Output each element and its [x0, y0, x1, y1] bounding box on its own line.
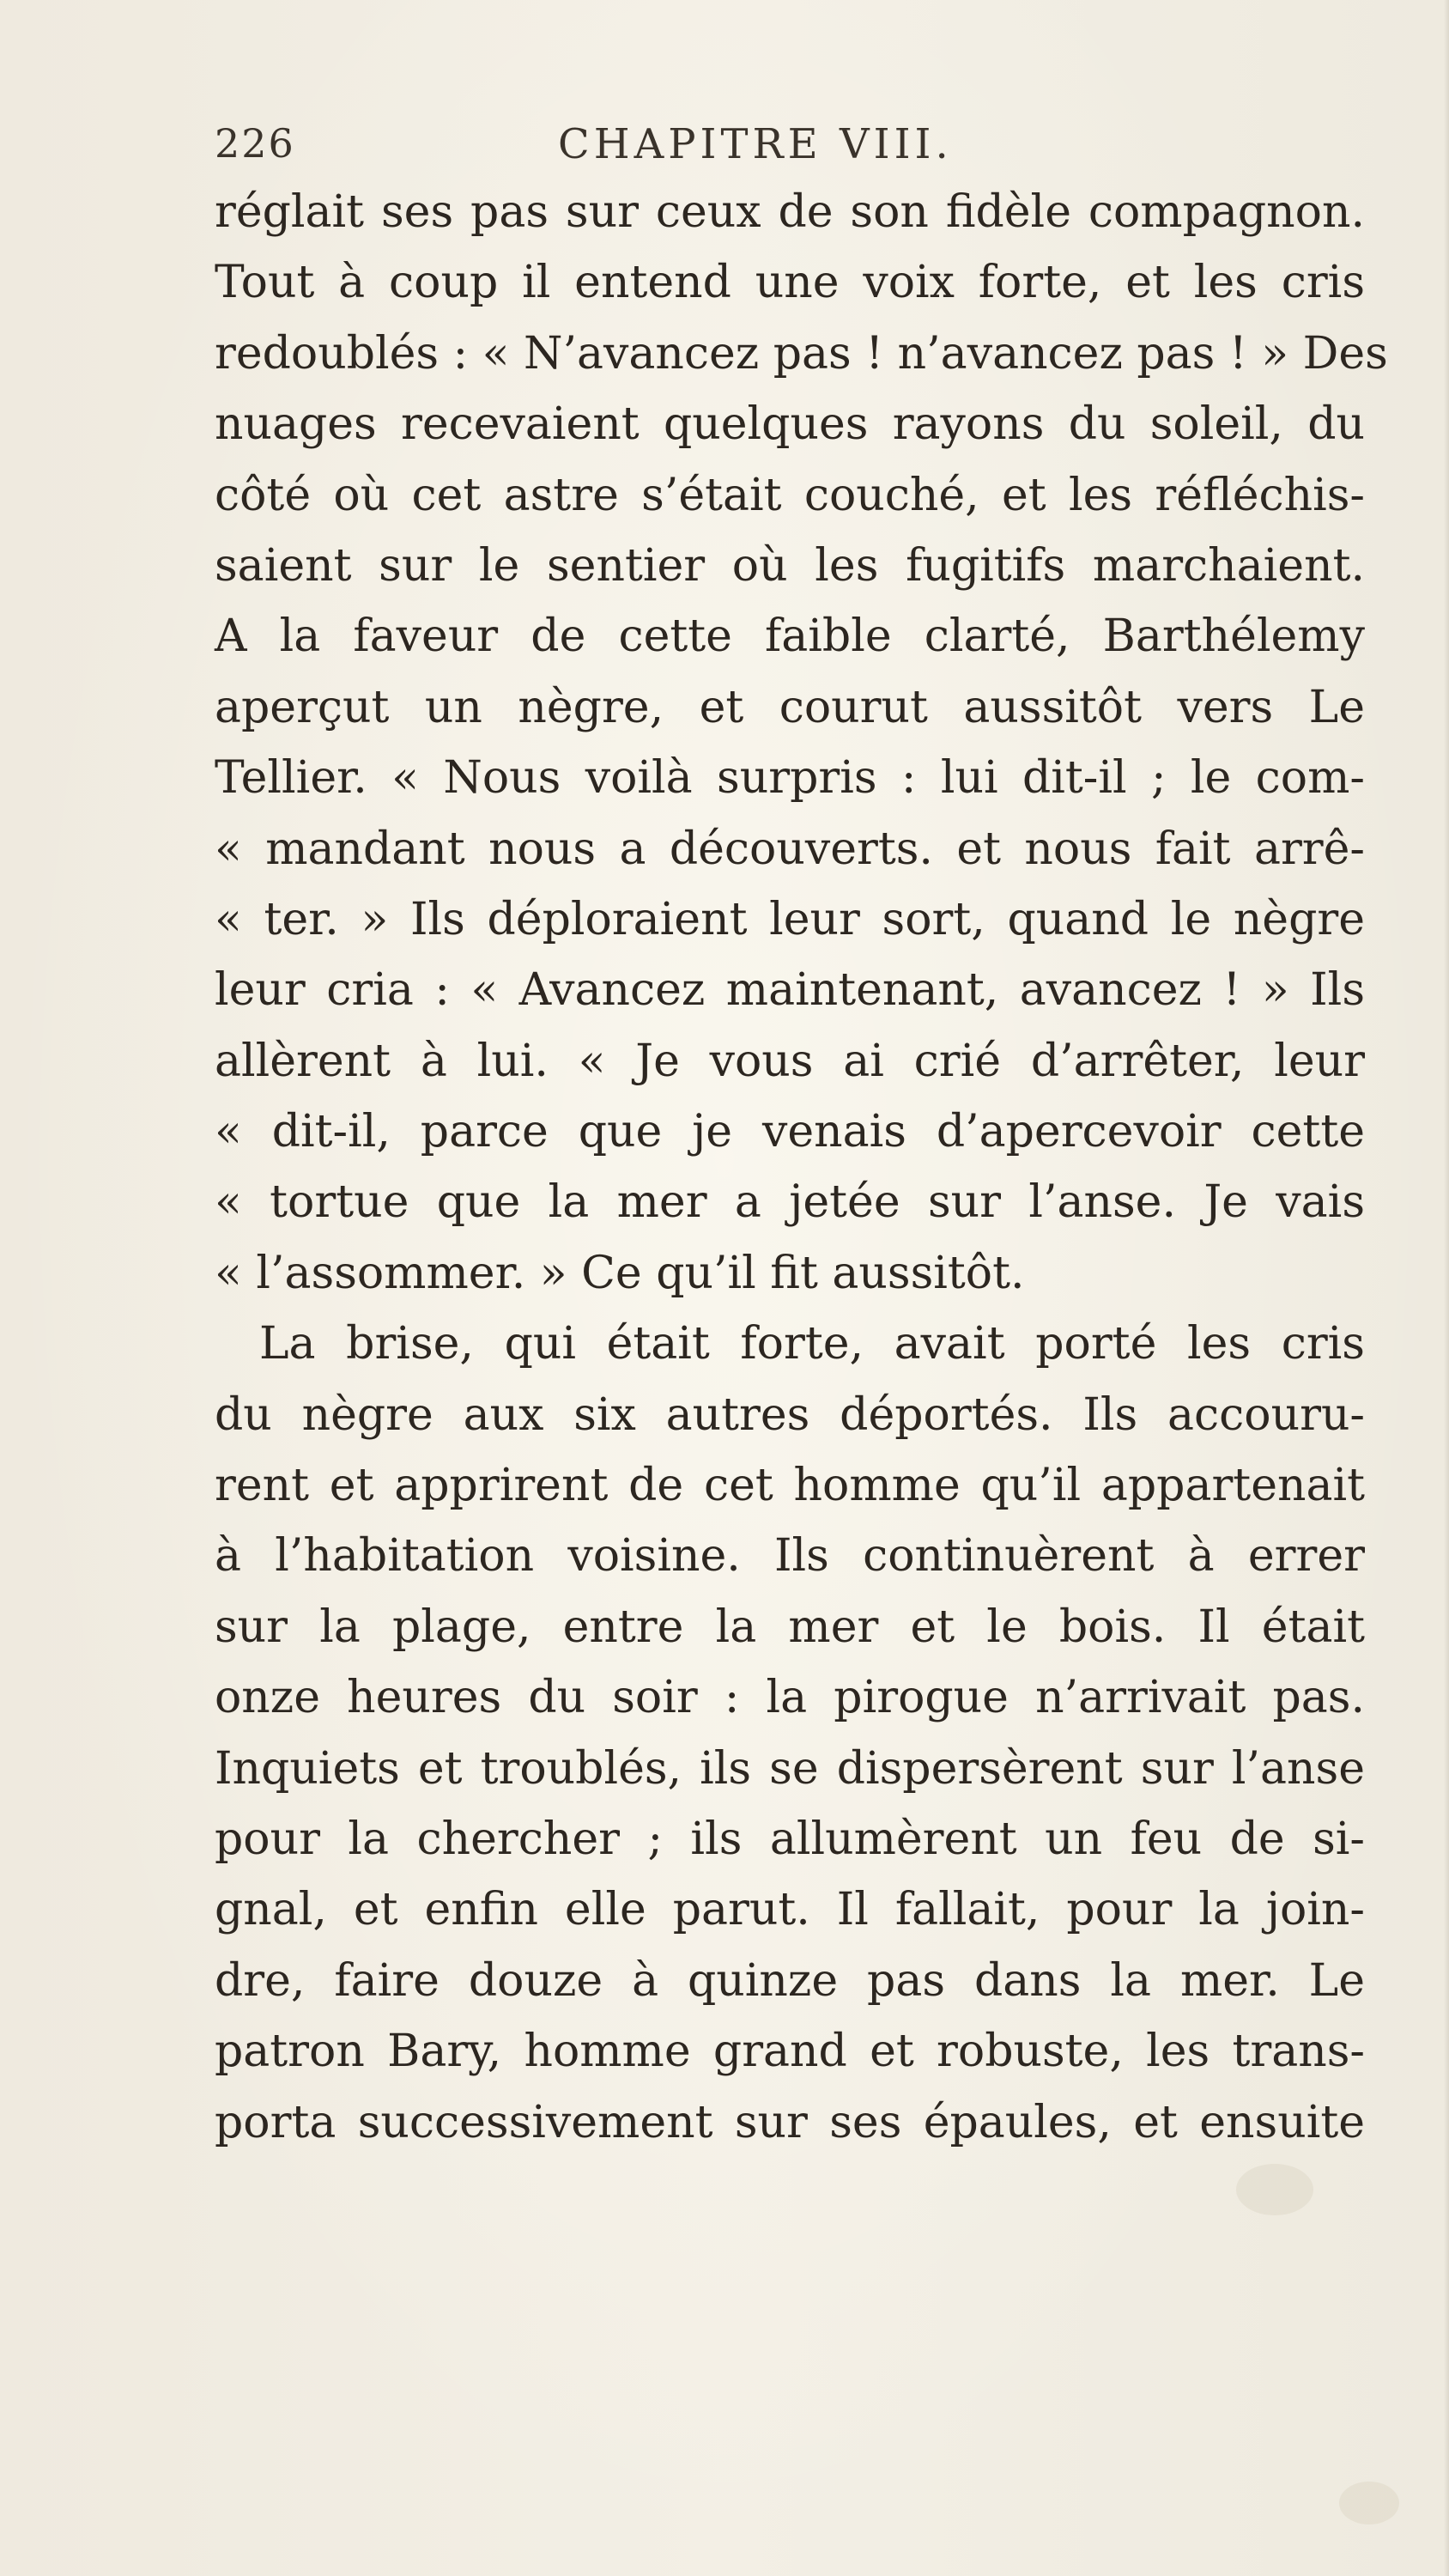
text-line: « ter. » Ils déploraient leur sort, quand le nègre	[215, 893, 1365, 945]
body-text	[215, 177, 1388, 2158]
text-line: gnal, et enfin elle parut. Il fallait, pour la join-	[215, 1884, 1365, 1936]
text-line: « tortue que la mer a jetée sur l’anse. Je vais	[215, 1176, 1365, 1229]
text-line: Tellier. « Nous voilà surpris : lui dit-il ; le com-	[215, 752, 1365, 805]
text-line: nuages recevaient quelques rayons du soleil, du	[215, 398, 1365, 451]
text-line: aperçut un nègre, et courut aussitôt vers Le	[215, 681, 1365, 733]
text-line: « dit-il, parce que je venais d’apercevoir cette	[215, 1106, 1365, 1158]
text-line: rent et apprirent de cet homme qu’il appartenait	[215, 1460, 1365, 1512]
paper-stain	[1236, 2164, 1313, 2215]
text-line: côté où cet astre s’était couché, et les réfléchis-	[215, 469, 1365, 521]
text-line: « mandant nous a découverts. et nous fait arrê-	[215, 823, 1365, 875]
text-line: allèrent à lui. « Je vous ai crié d’arrêter, leur	[215, 1035, 1365, 1087]
text-line: patron Bary, homme grand et robuste, les trans-	[215, 2026, 1365, 2078]
paper-stain	[1339, 2482, 1399, 2524]
text-line: réglait ses pas sur ceux de son fidèle compagnon.	[215, 186, 1365, 238]
running-title: CHAPITRE VIII.	[558, 120, 953, 168]
text-line: pour la chercher ; ils allumèrent un feu de si-	[215, 1813, 1365, 1865]
text-line: « l’assommer. » Ce qu’il fit aussitôt.	[215, 1247, 1025, 1299]
page-edge-shadow	[1444, 0, 1449, 2576]
page-header	[215, 120, 1245, 180]
text-line: du nègre aux six autres déportés. Ils accouru-	[215, 1388, 1365, 1441]
text-line: sur la plage, entre la mer et le bois. Il était	[215, 1601, 1365, 1653]
text-line: A la faveur de cette faible clarté, Barthélemy	[215, 611, 1365, 663]
text-line: saient sur le sentier où les fugitifs marchaient.	[215, 539, 1365, 592]
text-line: dre, faire douze à quinze pas dans la mer. Le	[215, 1954, 1365, 2007]
text-line: Tout à coup il entend une voix forte, et les cris	[215, 257, 1365, 309]
page-number: 226	[215, 120, 295, 167]
text-line: Inquiets et troublés, ils se dispersèrent sur l’anse	[215, 1742, 1365, 1795]
text-line: porta successivement sur ses épaules, et ensuite	[215, 2096, 1365, 2148]
text-line: à l’habitation voisine. Ils continuèrent à errer	[215, 1530, 1365, 1583]
text-line: La brise, qui était forte, avait porté les cris	[259, 1318, 1365, 1370]
text-line: redoublés : « N’avancez pas ! n’avancez pas ! » Des	[215, 327, 1388, 380]
text-line: leur cria : « Avancez maintenant, avancez ! » Ils	[215, 964, 1365, 1017]
text-line: onze heures du soir : la pirogue n’arrivait pas.	[215, 1672, 1365, 1724]
